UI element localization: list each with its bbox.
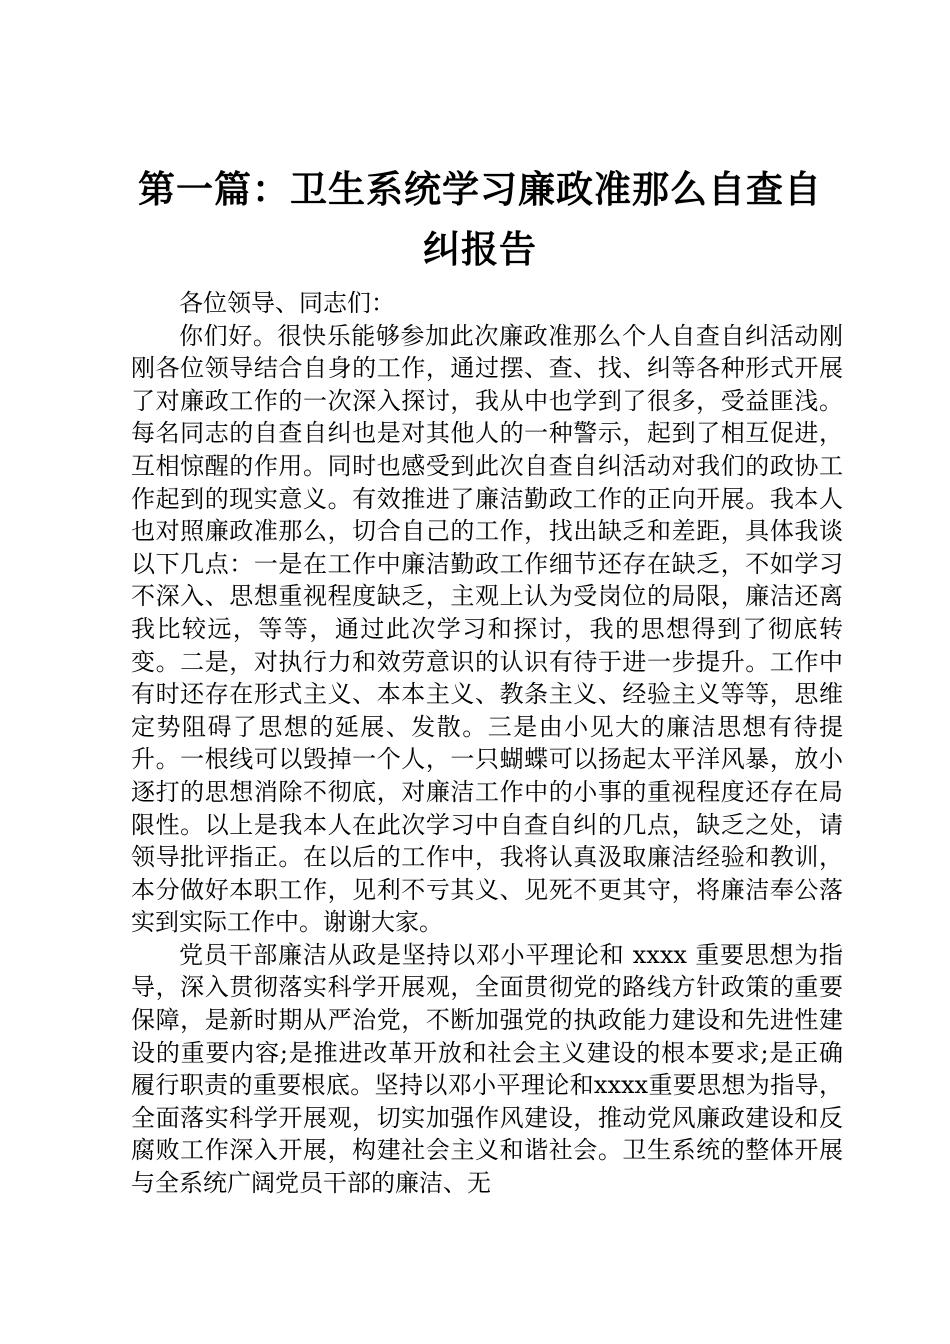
paragraph-2: 党员干部廉洁从政是坚持以邓小平理论和 xxxx 重要思想为指导，深入贯彻落实科学开展观，全面贯彻党的路线方针政策的重要保障，是新时期从严治党，不断加强党的执政能力建设和先进性建设的重要内容;是推进改革开放和社会主义建设的根本要求;是正确履行职责的重要根底。坚持以邓小平理论和xxxx重要思想为指导，全面落实科学开展观，切实加强作风建设，推动党风廉政建设和反腐败工作深入开展，构建社会主义和谐社会。卫生系统的整体开展与全系统广阔党员干部的廉洁、无 (131, 940, 843, 1198)
greeting: 各位领导、同志们： (179, 289, 395, 317)
paragraph-1: 你们好。很快乐能够参加此次廉政准那么个人自查自纠活动刚刚各位领导结合自身的工作，通过摆、查、找、纠等各种形式开展了对廉政工作的一次深入探讨，我从中也学到了很多，受益匪浅。每名同志的自查自纠也是对其他人的一种警示，起到了相互促进，互相惊醒的作用。同时也感受到此次自查自纠活动对我们的政协工作起到的现实意义。有效推进了廉洁勤政工作的正向开展。我本人也对照廉政准那么，切合自己的工作，找出缺乏和差距，具体我谈以下几点：一是在工作中廉洁勤政工作细节还存在缺乏，不如学习不深入、思想重视程度缺乏，主观上认为受岗位的局限，廉洁还离我比较远，等等，通过此次学习和探讨，我的思想得到了彻底转变。二是，对执行力和效劳意识的认识有待于进一步提升。工作中有时还存在形式主义、本本主义、教条主义、经验主义等等，思维定势阻碍了思想的延展、发散。三是由小见大的廉洁思想有待提升。一根线可以毁掉一个人，一只蝴蝶可以扬起太平洋风暴，放小逐打的思想消除不彻底，对廉洁工作中的小事的重视程度还存在局限性。以上是我本人在此次学习中自查自纠的几点，缺乏之处，请领导批评指正。在以后的工作中，我将认真汲取廉洁经验和教训，本分做好本职工作，见利不亏其义、见死不更其守，将廉洁奉公落实到实际工作中。谢谢大家。 (131, 321, 843, 937)
document-body (131, 287, 843, 1200)
document-title: 第一篇：卫生系统学习廉政准那么自查自纠报告 (138, 168, 822, 271)
